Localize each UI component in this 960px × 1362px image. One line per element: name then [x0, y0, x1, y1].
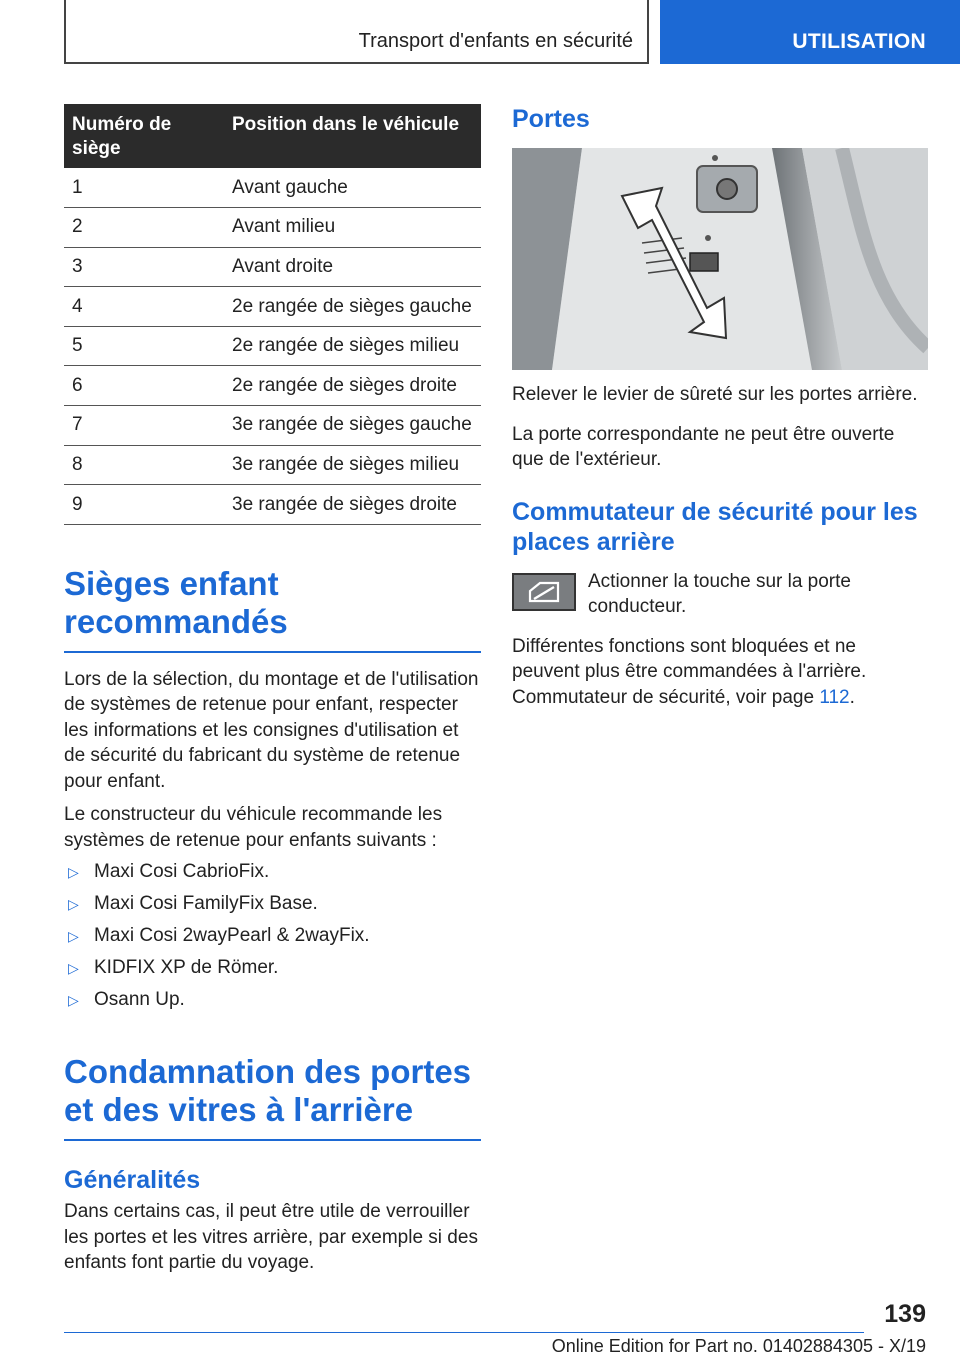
seat-number: 1 — [64, 168, 224, 208]
doors-paragraph-2: La porte correspondante ne peut être ouverte que de l'extérieur. — [512, 423, 895, 470]
seat-position: 3e rangée de sièges droite — [224, 485, 481, 525]
page-number: 139 — [884, 1300, 926, 1328]
list-item — [64, 987, 481, 1013]
table-row — [64, 208, 481, 248]
seat-number: 6 — [64, 366, 224, 406]
triangle-bullet-icon: ▷ — [68, 896, 79, 913]
seat-number: 4 — [64, 287, 224, 327]
seat-position: Avant milieu — [224, 208, 481, 248]
door-lock-drawing — [512, 148, 928, 370]
seat-position: Avant gauche — [224, 168, 481, 208]
column-header-position: Position dans le véhicule — [224, 104, 481, 168]
edition-footer: Online Edition for Part no. 01402884305 - X/19 — [551, 1336, 926, 1356]
chapter-title: Transport d'enfants en sécurité — [358, 30, 633, 52]
recommended-seats-heading: Sièges enfant recommandés — [64, 565, 481, 653]
seat-number: 5 — [64, 326, 224, 366]
safety-switch-text: Différentes fonctions sont bloquées et ne peuvent plus être commandées à l'arrière. Commutateur de sécurité, voir page — [512, 635, 867, 708]
seat-position: 2e rangée de sièges gauche — [224, 287, 481, 327]
seat-position: 2e rangée de sièges milieu — [224, 326, 481, 366]
seat-number: 9 — [64, 485, 224, 525]
table-row — [64, 406, 481, 446]
list-item-text: Osann Up. — [94, 989, 185, 1011]
safety-switch-action-text: Actionner la touche sur la porte conducteur. — [588, 570, 851, 617]
right-column — [512, 104, 928, 710]
seat-position: 2e rangée de sièges droite — [224, 366, 481, 406]
list-item-text: Maxi Cosi 2wayPearl & 2wayFix. — [94, 925, 370, 947]
page-reference-link[interactable]: 112 — [819, 686, 850, 708]
recommended-paragraph-1: Lors de la sélection, du montage et de l'utilisation de systèmes de retenue pour enfant, respecter les informations et les consignes d'utilisation et de sécurité du fabricant du système de retenue pour enfant. — [64, 668, 479, 792]
general-paragraph: Dans certains cas, il peut être utile de verrouiller les portes et les vitres arrière, par exemple si des enfants font partie du voyage. — [64, 1201, 478, 1274]
list-item-text: KIDFIX XP de Römer. — [94, 957, 279, 979]
seat-position: 3e rangée de sièges gauche — [224, 406, 481, 446]
seat-position: Avant droite — [224, 247, 481, 287]
chapter-header — [64, 0, 649, 64]
triangle-bullet-icon: ▷ — [68, 992, 79, 1009]
rear-locking-heading: Condamnation des portes et des vitres à l'arrière — [64, 1053, 481, 1141]
safety-switch-instruction — [512, 569, 928, 620]
table-row — [64, 287, 481, 327]
safety-switch-text-end: . — [849, 686, 855, 708]
safety-switch-paragraph — [512, 634, 928, 711]
table-row — [64, 485, 481, 525]
table-row — [64, 168, 481, 208]
window-lock-icon — [512, 573, 576, 611]
table-row — [64, 445, 481, 485]
list-item — [64, 891, 481, 917]
list-item — [64, 923, 481, 949]
table-row — [64, 366, 481, 406]
triangle-bullet-icon: ▷ — [68, 960, 79, 977]
safety-switch-heading: Commutateur de sécurité pour les places arrière — [512, 497, 918, 556]
list-item-text: Maxi Cosi CabrioFix. — [94, 861, 270, 883]
section-tab-label: UTILISATION — [792, 30, 926, 53]
seat-number: 3 — [64, 247, 224, 287]
seat-number: 2 — [64, 208, 224, 248]
left-column — [64, 104, 481, 1276]
doors-heading: Portes — [512, 105, 590, 133]
recommended-paragraph-2: Le constructeur du véhicule recommande les systèmes de retenue pour enfants suivants : — [64, 804, 443, 851]
seat-number: 7 — [64, 406, 224, 446]
list-item — [64, 955, 481, 981]
doors-paragraph-1: Relever le levier de sûreté sur les portes arrière. — [512, 384, 918, 405]
triangle-bullet-icon: ▷ — [68, 928, 79, 945]
table-row — [64, 326, 481, 366]
seat-number: 8 — [64, 445, 224, 485]
list-item-text: Maxi Cosi FamilyFix Base. — [94, 893, 318, 915]
table-row — [64, 247, 481, 287]
seat-position: 3e rangée de sièges milieu — [224, 445, 481, 485]
footer-divider — [64, 1332, 864, 1333]
section-tab[interactable] — [660, 0, 960, 64]
column-header-seat-number: Numéro de siège — [64, 104, 224, 168]
table-header-row — [64, 104, 481, 168]
list-item — [64, 859, 481, 885]
seat-position-table — [64, 104, 481, 525]
triangle-bullet-icon: ▷ — [68, 864, 79, 881]
general-heading: Généralités — [64, 1166, 201, 1195]
door-child-lock-illustration — [512, 148, 928, 370]
recommended-seat-list — [64, 859, 481, 1013]
window-lock-icon-graphic — [526, 579, 562, 605]
